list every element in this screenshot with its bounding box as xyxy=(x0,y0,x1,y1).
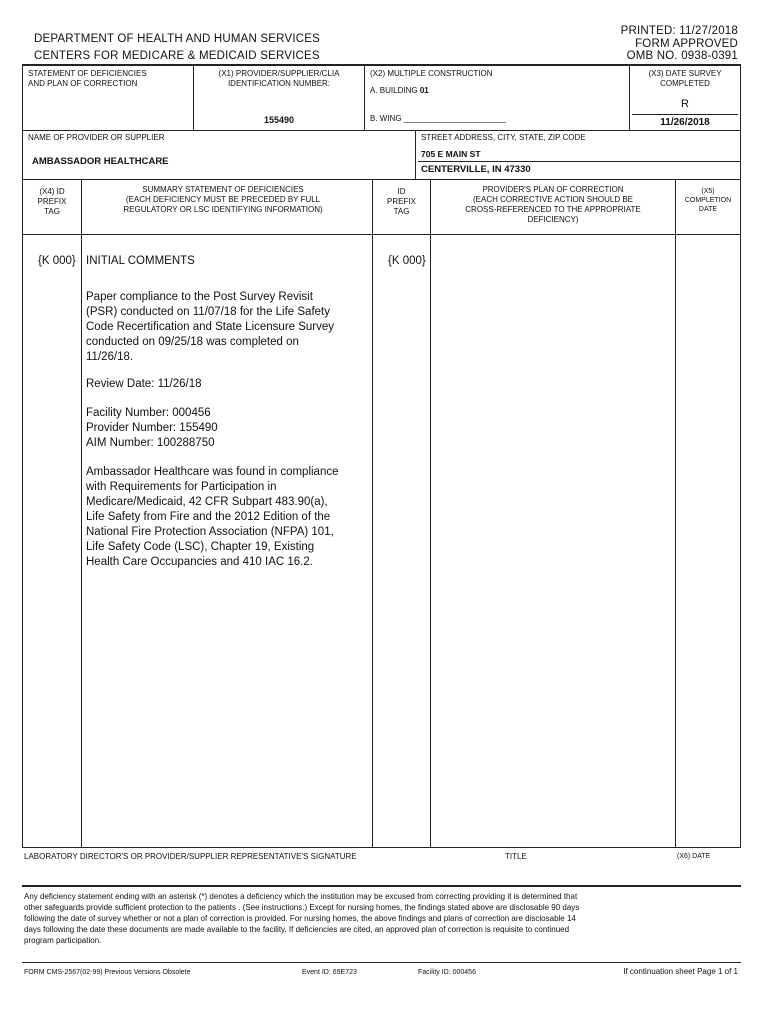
omb-number: OMB NO. 0938-0391 xyxy=(626,50,738,62)
street-address: 705 E MAIN ST xyxy=(421,149,481,159)
provider-name: AMBASSADOR HEALTHCARE xyxy=(32,156,169,167)
centers-name: CENTERS FOR MEDICARE & MEDICAID SERVICES xyxy=(34,50,320,62)
x2-label: (X2) MULTIPLE CONSTRUCTION xyxy=(370,69,493,78)
x1-label: (X1) PROVIDER/SUPPLIER/CLIA IDENTIFICATION NUMBER: xyxy=(218,69,340,88)
department-name: DEPARTMENT OF HEALTH AND HUMAN SERVICES xyxy=(34,33,320,45)
provider-number: 155490 xyxy=(263,115,295,125)
entry-paragraph-2: Review Date: 11/26/18 xyxy=(86,378,202,390)
entry-paragraph-3: Facility Number: 000456 Provider Number: 155490 AIM Number: 100288750 xyxy=(86,407,218,449)
x6-date-label: (X6) DATE xyxy=(677,853,711,860)
survey-type: R xyxy=(681,98,689,110)
tag-left: {K 000} xyxy=(38,255,76,267)
wing-field: B. WING _______________________ xyxy=(370,114,507,123)
facility-id: Facility ID: 000456 xyxy=(418,969,476,976)
id-prefix-header: ID PREFIX TAG xyxy=(387,187,416,216)
city-state-zip: CENTERVILLE, IN 47330 xyxy=(421,164,531,175)
tag-right: {K 000} xyxy=(388,255,426,267)
x4-header: (X4) ID PREFIX TAG xyxy=(37,187,67,216)
x3-label: (X3) DATE SURVEY COMPLETED xyxy=(648,69,722,88)
plan-header: PROVIDER'S PLAN OF CORRECTION (EACH CORRECTIVE ACTION SHOULD BE CROSS-REFERENCED TO THE APPROPRIATE DEFICIENCY) xyxy=(465,185,641,224)
entry-paragraph-4: Ambassador Healthcare was found in compliance with Requirements for Participation in Medicare/Medicaid, 42 CFR Subpart 483.90(a), Life Safety from Fire and the 2012 Edition of the National Fire Protection Association (NFPA) 101, Life Safety Code (LSC), Chapter 19, Existing Health Care Occupancies and 410 IAC 16.2. xyxy=(86,466,339,568)
provider-name-label: NAME OF PROVIDER OR SUPPLIER xyxy=(28,133,165,142)
title-label: TITLE xyxy=(505,852,527,861)
form-number: FORM CMS-2567(02-99) Previous Versions Obsolete xyxy=(24,969,191,976)
building-field: A. BUILDING 01 xyxy=(370,86,429,95)
signature-label: LABORATORY DIRECTOR'S OR PROVIDER/SUPPLIER REPRESENTATIVE'S SIGNATURE xyxy=(24,852,357,861)
summary-header: SUMMARY STATEMENT OF DEFICIENCIES (EACH DEFICIENCY MUST BE PRECEDED BY FULL REGULATORY OR LSC IDENTIFYING INFORMATION) xyxy=(123,185,323,214)
rule-top xyxy=(22,64,740,66)
rule-right xyxy=(740,64,741,847)
entry-title: INITIAL COMMENTS xyxy=(86,255,195,267)
statement-label: STATEMENT OF DEFICIENCIES AND PLAN OF CORRECTION xyxy=(28,69,147,88)
entry-paragraph-1: Paper compliance to the Post Survey Revisit (PSR) conducted on 11/07/18 for the Life Safety Code Recertification and State Licensure Survey conducted on 09/25/18 was completed on 11/26/18. xyxy=(86,291,335,363)
form-approved: FORM APPROVED xyxy=(635,38,738,50)
continuation-page: If continuation sheet Page 1 of 1 xyxy=(623,967,738,976)
x5-header: (X5) COMPLETION DATE xyxy=(684,188,732,213)
event-id: Event ID: 65E723 xyxy=(302,969,357,976)
rule-left xyxy=(22,64,23,847)
disclaimer: Any deficiency statement ending with an asterisk (*) denotes a deficiency which the institution may be excused from correcting providing it is determined that other safeguards provide sufficient protection to the patients . (See instructions.) Except for nursing homes, the findings stated above are disclosable 90 days following the date of survey whether or not a plan of correction is provided. For nursing homes, the above findings and plans of correction are disclosable 14 days following the date these documents are made available to the facility. If deficiencies are cited, an approved plan of correction is requisite to continued program participation. xyxy=(24,892,580,945)
address-label: STREET ADDRESS, CITY, STATE, ZIP CODE xyxy=(421,133,586,142)
survey-date: 11/26/2018 xyxy=(660,117,710,128)
printed-date: PRINTED: 11/27/2018 xyxy=(620,25,738,37)
